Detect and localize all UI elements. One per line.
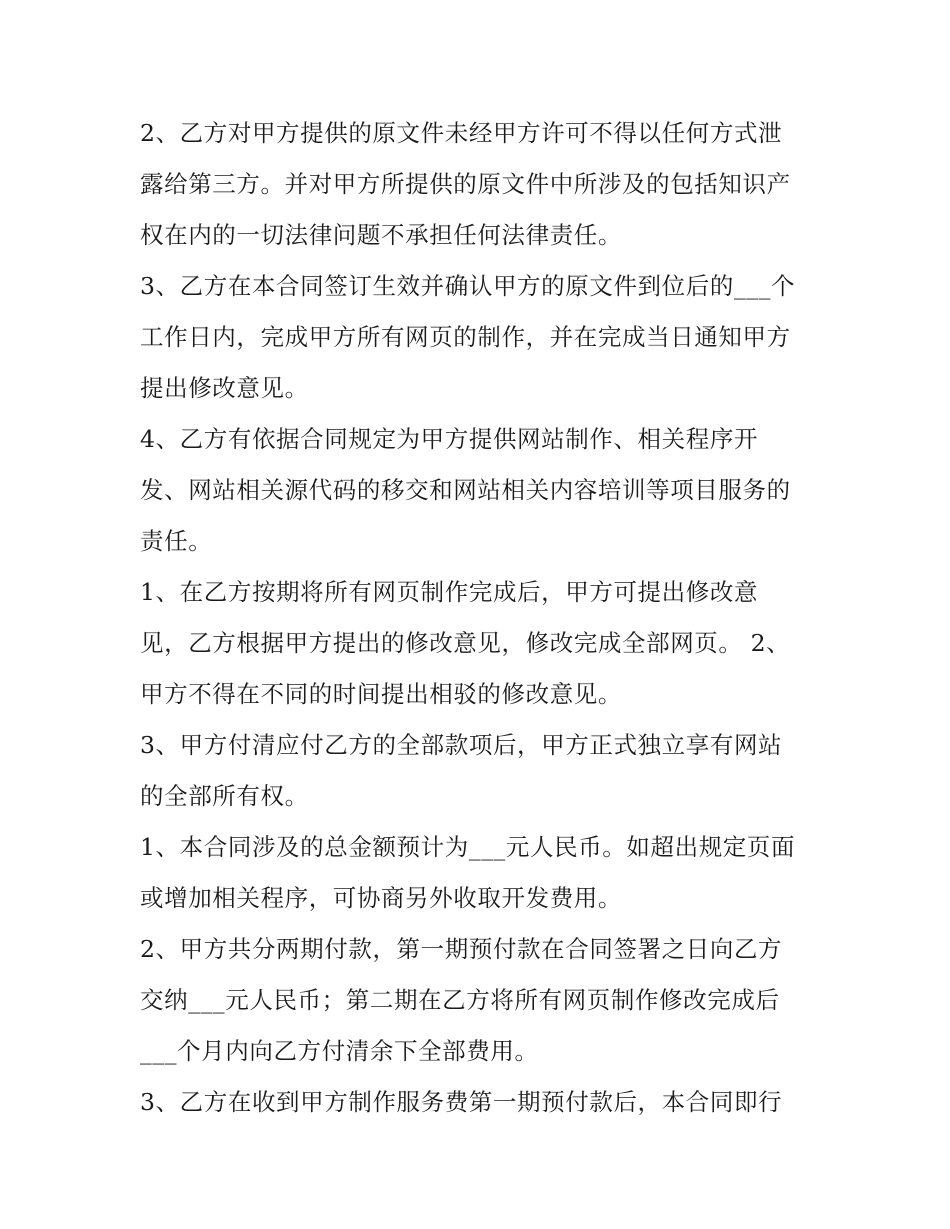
text-line: 权在内的一切法律问题不承担任何法律责任。 [140, 221, 622, 249]
text-line: 1、在乙方按期将所有网页制作完成后，甲方可提出修改意 [140, 578, 759, 606]
text-line: 见，乙方根据甲方提出的修改意见，修改完成全部网页。 2、 [140, 629, 791, 657]
document-body [140, 108, 820, 1128]
text-line: 3、乙方在本合同签订生效并确认甲方的原文件到位后的___个 [140, 272, 796, 300]
text-line: 责任。 [140, 527, 213, 555]
text-line: ___个月内向乙方付清余下全部费用。 [140, 1037, 539, 1065]
text-line: 提出修改意见。 [140, 374, 309, 402]
text-line: 露给第三方。并对甲方所提供的原文件中所涉及的包括知识产 [140, 170, 791, 198]
text-line: 1、本合同涉及的总金额预计为___元人民币。如超出规定页面 [140, 833, 796, 861]
text-line: 3、乙方在收到甲方制作服务费第一期预付款后，本合同即行 [140, 1088, 783, 1116]
text-line: 2、甲方共分两期付款，第一期预付款在合同签署之日向乙方 [140, 935, 783, 963]
text-line: 甲方不得在不同的时间提出相驳的修改意见。 [140, 680, 622, 708]
text-line: 的全部所有权。 [140, 782, 309, 810]
text-line: 或增加相关程序，可协商另外收取开发费用。 [140, 884, 622, 912]
text-line: 2、乙方对甲方提供的原文件未经甲方许可不得以任何方式泄 [140, 119, 783, 147]
text-line: 工作日内，完成甲方所有网页的制作，并在完成当日通知甲方 [140, 323, 791, 351]
text-line: 3、甲方付清应付乙方的全部款项后，甲方正式独立享有网站 [140, 731, 783, 759]
text-line: 交纳___元人民币；第二期在乙方将所有网页制作修改完成后 [140, 986, 780, 1014]
text-line: 4、乙方有依据合同规定为甲方提供网站制作、相关程序开 [140, 425, 759, 453]
text-line: 发、网站相关源代码的移交和网站相关内容培训等项目服务的 [140, 476, 791, 504]
